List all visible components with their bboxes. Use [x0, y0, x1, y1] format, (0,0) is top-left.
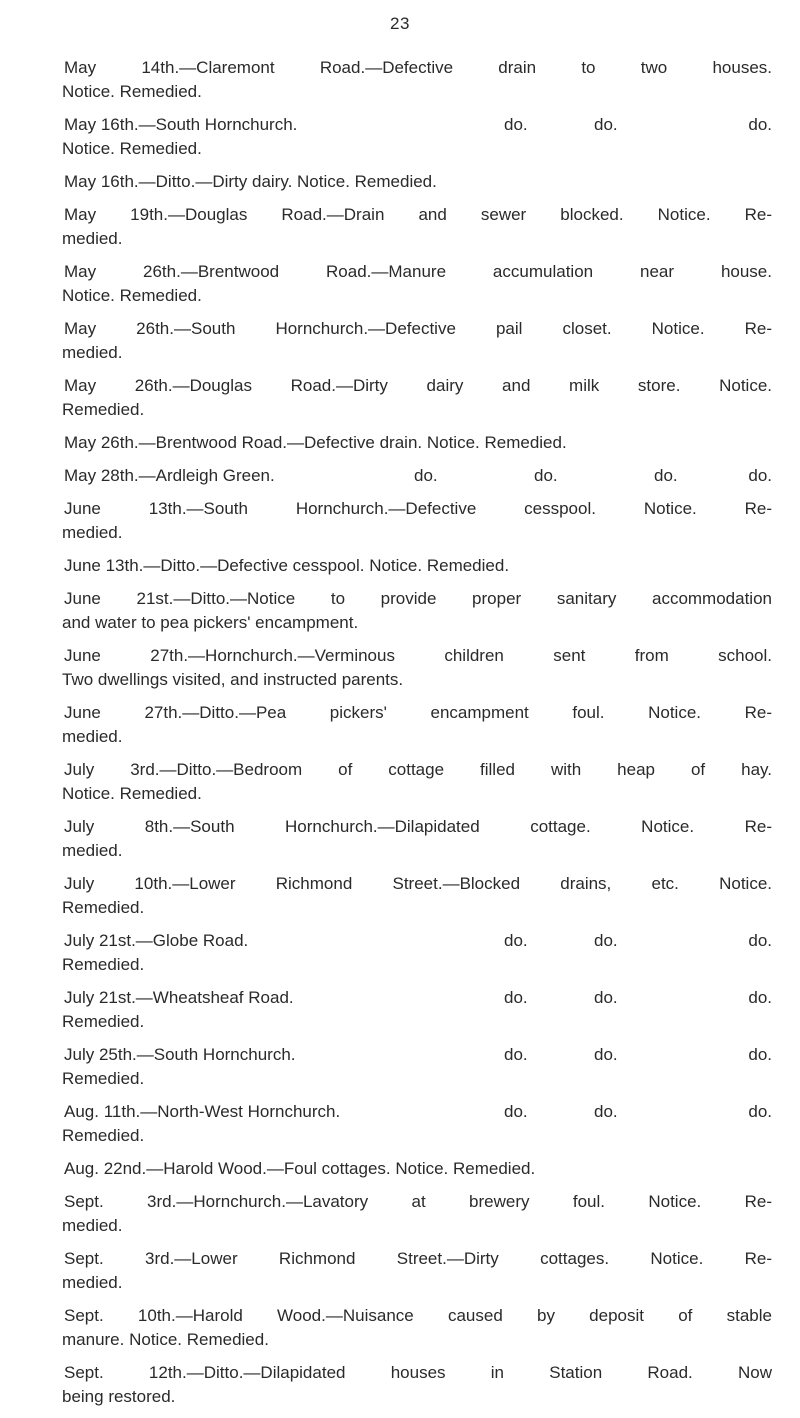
entry-text: May 26th.—South Hornchurch.—Defective pail closet. Notice. Re- — [64, 319, 772, 338]
ditto-mark: do. — [504, 1045, 528, 1064]
entry-continuation: Notice. Remedied. — [62, 82, 202, 101]
entry-text: Sept. 10th.—Harold Wood.—Nuisance caused by deposit of stable — [64, 1306, 772, 1325]
entry-text: May 26th.—Brentwood Road.—Manure accumulation near house. — [64, 262, 772, 281]
ditto-mark: do. — [748, 1045, 772, 1064]
entry — [62, 260, 772, 308]
entry — [62, 554, 772, 578]
entry — [62, 1361, 772, 1409]
ditto-mark: do. — [504, 1102, 528, 1121]
entry-continuation: medied. — [62, 841, 123, 860]
entry — [62, 644, 772, 692]
entry-text: Sept. 3rd.—Lower Richmond Street.—Dirty cottages. Notice. Re- — [64, 1249, 772, 1268]
entry-continuation: Notice. Remedied. — [62, 286, 202, 305]
entry — [62, 1157, 772, 1181]
ditto-mark: do. — [414, 466, 438, 485]
entry-text: July 8th.—South Hornchurch.—Dilapidated cottage. Notice. Re- — [64, 817, 772, 836]
entry-heading: May 16th.—South Hornchurch. — [64, 115, 298, 134]
entry-column-line — [62, 113, 772, 137]
entry-continuation: Remedied. — [62, 955, 145, 974]
entry — [62, 929, 772, 977]
entry — [62, 56, 772, 104]
entry-column-line — [62, 1043, 772, 1067]
report-entries — [62, 56, 772, 1418]
entry — [62, 497, 772, 545]
entry — [62, 701, 772, 749]
entry — [62, 1043, 772, 1091]
entry — [62, 1100, 772, 1148]
entry — [62, 464, 772, 488]
entry-text: May 16th.—Ditto.—Dirty dairy. Notice. Remedied. — [64, 172, 437, 191]
ditto-mark: do. — [534, 466, 558, 485]
entry — [62, 374, 772, 422]
ditto-mark: do. — [504, 115, 528, 134]
page-number: 23 — [390, 14, 410, 33]
entry-continuation: medied. — [62, 343, 123, 362]
entry-column-line — [62, 464, 772, 488]
entry — [62, 1190, 772, 1238]
entry-text: May 19th.—Douglas Road.—Drain and sewer blocked. Notice. Re- — [64, 205, 772, 224]
entry-heading: July 25th.—South Hornchurch. — [64, 1045, 296, 1064]
entry-continuation: Remedied. — [62, 1069, 145, 1088]
entry-continuation: medied. — [62, 229, 123, 248]
ditto-mark: do. — [504, 931, 528, 950]
ditto-mark: do. — [748, 931, 772, 950]
ditto-mark: do. — [748, 115, 772, 134]
entry-continuation: Remedied. — [62, 1012, 145, 1031]
entry — [62, 113, 772, 161]
entry-text: Sept. 12th.—Ditto.—Dilapidated houses in Station Road. Now — [64, 1363, 772, 1382]
entry — [62, 203, 772, 251]
entry-column-line — [62, 986, 772, 1010]
entry-text: May 26th.—Douglas Road.—Dirty dairy and milk store. Notice. — [64, 376, 772, 395]
entry-text: June 13th.—South Hornchurch.—Defective cesspool. Notice. Re- — [64, 499, 772, 518]
entry-continuation: manure. Notice. Remedied. — [62, 1330, 269, 1349]
entry-continuation: Notice. Remedied. — [62, 784, 202, 803]
entry-heading: May 28th.—Ardleigh Green. — [64, 466, 275, 485]
entry-text: Aug. 22nd.—Harold Wood.—Foul cottages. Notice. Remedied. — [64, 1159, 536, 1178]
ditto-mark: do. — [748, 988, 772, 1007]
entry-heading: Aug. 11th.—North-West Hornchurch. — [64, 1102, 341, 1121]
ditto-mark: do. — [748, 1102, 772, 1121]
entry-continuation: medied. — [62, 523, 123, 542]
entry-column-line — [62, 929, 772, 953]
entry — [62, 986, 772, 1034]
ditto-mark: do. — [504, 988, 528, 1007]
entry — [62, 317, 772, 365]
ditto-mark: do. — [594, 115, 618, 134]
entry — [62, 815, 772, 863]
entry-text: Sept. 3rd.—Hornchurch.—Lavatory at brewery foul. Notice. Re- — [64, 1192, 772, 1211]
entry-text: July 10th.—Lower Richmond Street.—Blocked drains, etc. Notice. — [64, 874, 772, 893]
entry-text: May 26th.—Brentwood Road.—Defective drain. Notice. Remedied. — [64, 433, 567, 452]
entry-text: June 27th.—Hornchurch.—Verminous children sent from school. — [64, 646, 772, 665]
entry — [62, 758, 772, 806]
entry-text: June 13th.—Ditto.—Defective cesspool. Notice. Remedied. — [64, 556, 510, 575]
entry-continuation: Remedied. — [62, 400, 145, 419]
entry-continuation: Two dwellings visited, and instructed parents. — [62, 670, 404, 689]
entry — [62, 1304, 772, 1352]
entry-continuation: Remedied. — [62, 898, 145, 917]
entry — [62, 872, 772, 920]
entry-text: July 3rd.—Ditto.—Bedroom of cottage filled with heap of hay. — [64, 760, 772, 779]
entry — [62, 1247, 772, 1295]
ditto-mark: do. — [748, 466, 772, 485]
entry — [62, 431, 772, 455]
ditto-mark: do. — [594, 931, 618, 950]
ditto-mark: do. — [594, 1045, 618, 1064]
entry-text: May 14th.—Claremont Road.—Defective drain to two houses. — [64, 58, 772, 77]
entry-continuation: and water to pea pickers' encampment. — [62, 613, 359, 632]
entry-continuation: medied. — [62, 1216, 123, 1235]
entry-continuation: being restored. — [62, 1387, 176, 1406]
ditto-mark: do. — [594, 1102, 618, 1121]
entry — [62, 587, 772, 635]
entry-continuation: medied. — [62, 1273, 123, 1292]
entry-column-line — [62, 1100, 772, 1124]
entry-text: June 27th.—Ditto.—Pea pickers' encampment foul. Notice. Re- — [64, 703, 772, 722]
ditto-mark: do. — [654, 466, 678, 485]
ditto-mark: do. — [594, 988, 618, 1007]
entry-continuation: Notice. Remedied. — [62, 139, 202, 158]
entry-text: June 21st.—Ditto.—Notice to provide proper sanitary accommodation — [64, 589, 772, 608]
entry-heading: July 21st.—Wheatsheaf Road. — [64, 988, 294, 1007]
entry-continuation: medied. — [62, 727, 123, 746]
entry-heading: July 21st.—Globe Road. — [64, 931, 249, 950]
entry-continuation: Remedied. — [62, 1126, 145, 1145]
entry — [62, 170, 772, 194]
